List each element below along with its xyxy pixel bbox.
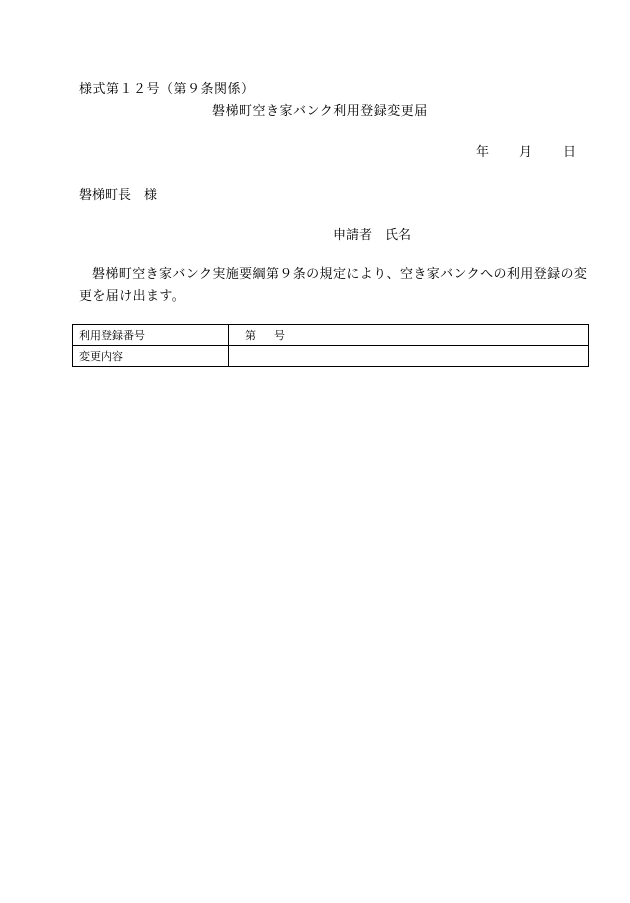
date-month: 月 — [519, 145, 533, 160]
change-details-label: 変更内容 — [73, 346, 229, 367]
date-day: 日 — [563, 145, 577, 160]
body-text: 磐梯町空き家バンク実施要綱第９条の規定により、空き家バンクへの利用登録の変更を届け出ます。 — [79, 267, 588, 304]
registration-number-prefix: 第 — [245, 329, 256, 342]
document-title: 磐梯町空き家バンク利用登録変更届 — [212, 104, 428, 119]
form-number: 様式第１２号（第９条関係） — [79, 82, 255, 97]
change-details-field[interactable] — [229, 346, 589, 367]
applicant-name-label: 申請者 氏名 — [333, 228, 412, 243]
table-row — [73, 325, 589, 346]
date-year: 年 — [476, 145, 490, 160]
registration-number-label: 利用登録番号 — [73, 325, 229, 346]
table-row — [73, 346, 589, 367]
registration-number-suffix: 号 — [274, 329, 285, 342]
addressee: 磐梯町長 様 — [79, 188, 158, 203]
registration-number-field[interactable] — [229, 325, 589, 346]
form-table — [72, 324, 589, 367]
